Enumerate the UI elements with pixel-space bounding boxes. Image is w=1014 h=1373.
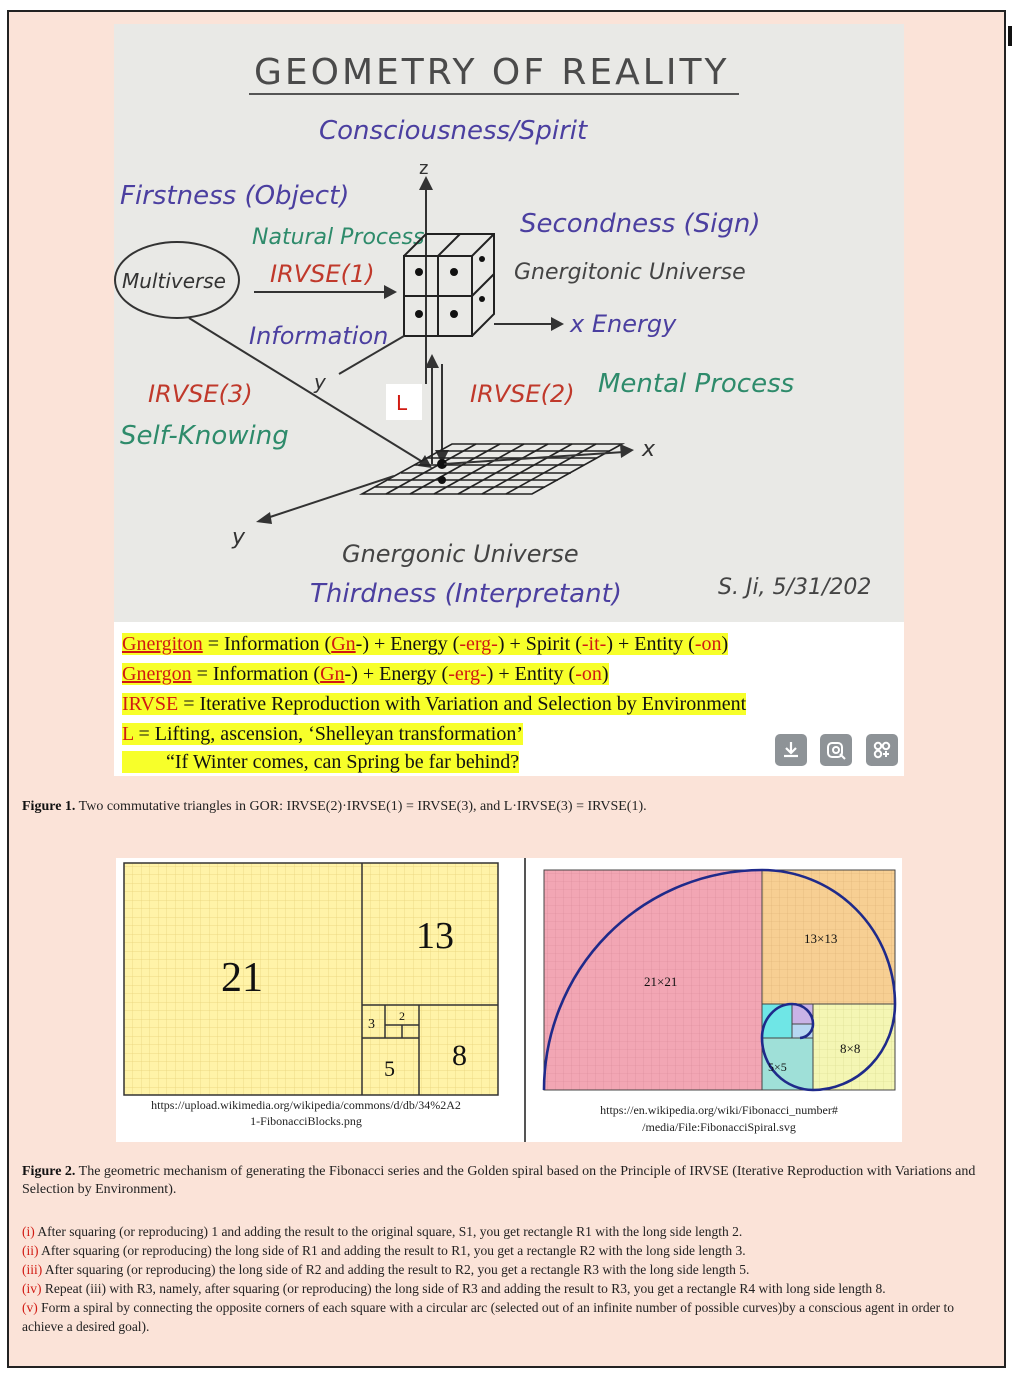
definition-irvse — [122, 692, 746, 716]
caption-label: Figure 1. — [22, 799, 76, 814]
def-text: -) + Energy ( — [344, 663, 449, 685]
fibonacci-spiral — [544, 870, 895, 1090]
def-root: -erg- — [448, 663, 487, 685]
signature: S. Ji, 5/31/202 — [718, 575, 872, 600]
gnergonic-label: Gnergonic Universe — [342, 540, 579, 568]
step-text: After squaring (or reproducing) the long side of R1 and adding the result to R1, you get a rectangle R2 with the long side length 3. — [38, 1243, 746, 1258]
irvse1-label: IRVSE(1) — [270, 260, 375, 288]
def-text: ) — [601, 663, 609, 685]
block-5: 5 — [384, 1056, 395, 1081]
floor-grid — [362, 444, 622, 494]
mental-process-label: Mental Process — [598, 369, 795, 399]
step-number: (i) — [22, 1224, 35, 1239]
sketch-title: GEOMETRY OF REALITY — [254, 52, 730, 93]
lower-x-arrowhead — [620, 444, 634, 458]
definition-quote — [122, 750, 519, 774]
self-knowing-label: Self-Knowing — [120, 421, 289, 451]
page-edge-mark — [1008, 26, 1012, 46]
step-item — [22, 1241, 992, 1260]
information-label: Information — [249, 322, 389, 350]
lens-search-icon — [826, 740, 846, 760]
multiverse-label: Multiverse — [122, 269, 226, 293]
download-button[interactable] — [775, 734, 807, 766]
step-number: (ii) — [22, 1243, 39, 1258]
right-source-url-2: /media/File:FibonacciSpiral.svg — [642, 1120, 796, 1134]
irvse3-label: IRVSE(3) — [148, 380, 253, 408]
caption-label: Figure 2. — [22, 1164, 76, 1179]
geometry-sketch — [114, 24, 904, 622]
lower-y-arrowhead — [256, 512, 272, 524]
step-number: (v) — [22, 1300, 38, 1315]
definition-gnergon — [122, 662, 609, 686]
spiral-8x8: 8×8 — [840, 1041, 861, 1056]
lower-y-axis — [264, 476, 394, 519]
upper-y-label: y — [314, 370, 326, 394]
caption-text: Two commutative triangles in GOR: IRVSE(2)·IRVSE(1) = IRVSE(3), and L·IRVSE(3) = IRVSE(1). — [75, 799, 647, 814]
apps-button[interactable] — [866, 734, 898, 766]
def-root: -it- — [581, 633, 607, 655]
spiral-5x5: 5×5 — [768, 1060, 787, 1074]
definition-l — [122, 722, 523, 746]
step-text: Repeat (iii) with R3, namely, after squaring (or reproducing) the long side of R3 and adding the result to R3, you get a rectangle R4 with long side length 8. — [41, 1281, 886, 1296]
thirdness-label: Thirdness (Interpretant) — [310, 579, 622, 609]
figure2-caption — [22, 1163, 982, 1199]
natural-process-label: Natural Process — [252, 225, 425, 250]
apps-icon — [872, 740, 892, 760]
lower-x-label: x — [642, 437, 656, 462]
def-text: -) + Energy ( — [355, 633, 460, 655]
left-source-url-2: 1-FibonacciBlocks.png — [250, 1114, 362, 1128]
def-root: -erg- — [459, 633, 498, 655]
gnergitonic-label: Gnergitonic Universe — [514, 260, 746, 285]
upper-x-arrowhead — [551, 317, 564, 331]
def-text: ) + Entity ( — [606, 633, 695, 655]
block-21: 21 — [221, 955, 263, 1001]
lower-y-label: y — [232, 525, 246, 550]
lens-search-button[interactable] — [820, 734, 852, 766]
def-root: Gn — [331, 633, 356, 655]
def-root: -on — [694, 633, 722, 655]
def-text: ) + Spirit ( — [497, 633, 582, 655]
irvse1-arrowhead — [384, 285, 397, 299]
step-number: (iv) — [22, 1281, 42, 1296]
term-irvse: IRVSE — [122, 693, 179, 715]
right-source-url-1: https://en.wikipedia.org/wiki/Fibonacci_number# — [600, 1103, 838, 1117]
def-text: ) — [721, 633, 729, 655]
block-13: 13 — [416, 915, 454, 957]
lift-arrowhead — [425, 354, 439, 368]
step-item — [22, 1260, 992, 1279]
consciousness-label: Consciousness/Spirit — [319, 116, 588, 146]
def-text: = Iterative Reproduction with Variation and Selection by Environment — [178, 693, 747, 715]
block-2: 2 — [399, 1009, 405, 1023]
irvse2-label: IRVSE(2) — [470, 380, 575, 408]
spiral-13x13: 13×13 — [804, 931, 838, 946]
block-8: 8 — [452, 1039, 467, 1072]
def-text: ) + Entity ( — [486, 663, 576, 685]
block-3: 3 — [368, 1017, 375, 1032]
definition-gnergiton — [122, 632, 728, 656]
secondness-label: Secondness (Sign) — [520, 209, 761, 239]
fibonacci-blocks — [124, 863, 498, 1095]
steps-list — [22, 1222, 992, 1336]
def-root: -on — [575, 663, 602, 685]
term-l: L — [122, 723, 134, 745]
fibonacci-figure — [116, 858, 902, 1142]
firstness-label: Firstness (Object) — [120, 181, 350, 211]
step-number: (iii) — [22, 1262, 43, 1277]
left-source-url-1: https://upload.wikimedia.org/wikipedia/commons/d/db/34%2A2 — [151, 1098, 461, 1112]
step-item — [22, 1298, 992, 1336]
def-text: = Lifting, ascension, ‘Shelleyan transformation’ — [133, 723, 523, 745]
step-item — [22, 1222, 992, 1241]
step-item — [22, 1279, 992, 1298]
quote-text: “If Winter comes, can Spring be far behind? — [122, 751, 519, 773]
term-gnergon: Gnergon — [122, 663, 192, 685]
def-text: = Information ( — [191, 663, 321, 685]
step-text: Form a spiral by connecting the opposite corners of each square with a circular arc (selected out of an infinite number of possible curves)by a conscious agent in order to achieve a desired goal). — [22, 1300, 954, 1334]
step-text: After squaring (or reproducing) 1 and adding the result to the original square, S1, you get rectangle R1 with the long side length 2. — [34, 1224, 743, 1239]
step-text: After squaring (or reproducing) the long side of R2 and adding the result to R2, you get a rectangle R3 with the long side length 5. — [42, 1262, 750, 1277]
l-label: L — [396, 391, 408, 415]
figure1-caption — [22, 798, 647, 816]
def-text: = Information ( — [202, 633, 332, 655]
def-root: Gn — [320, 663, 345, 685]
x-energy-label: x Energy — [570, 310, 677, 338]
caption-text: The geometric mechanism of generating the Fibonacci series and the Golden spiral based on the Principle of IRVSE (Iterative Reproduction with Variations and Selection by Environment). — [22, 1164, 976, 1197]
download-icon — [781, 740, 801, 760]
spiral-21x21: 21×21 — [644, 974, 678, 989]
term-gnergiton: Gnergiton — [122, 633, 203, 655]
z-axis-label: z — [419, 158, 429, 179]
grid-dot — [438, 476, 446, 484]
